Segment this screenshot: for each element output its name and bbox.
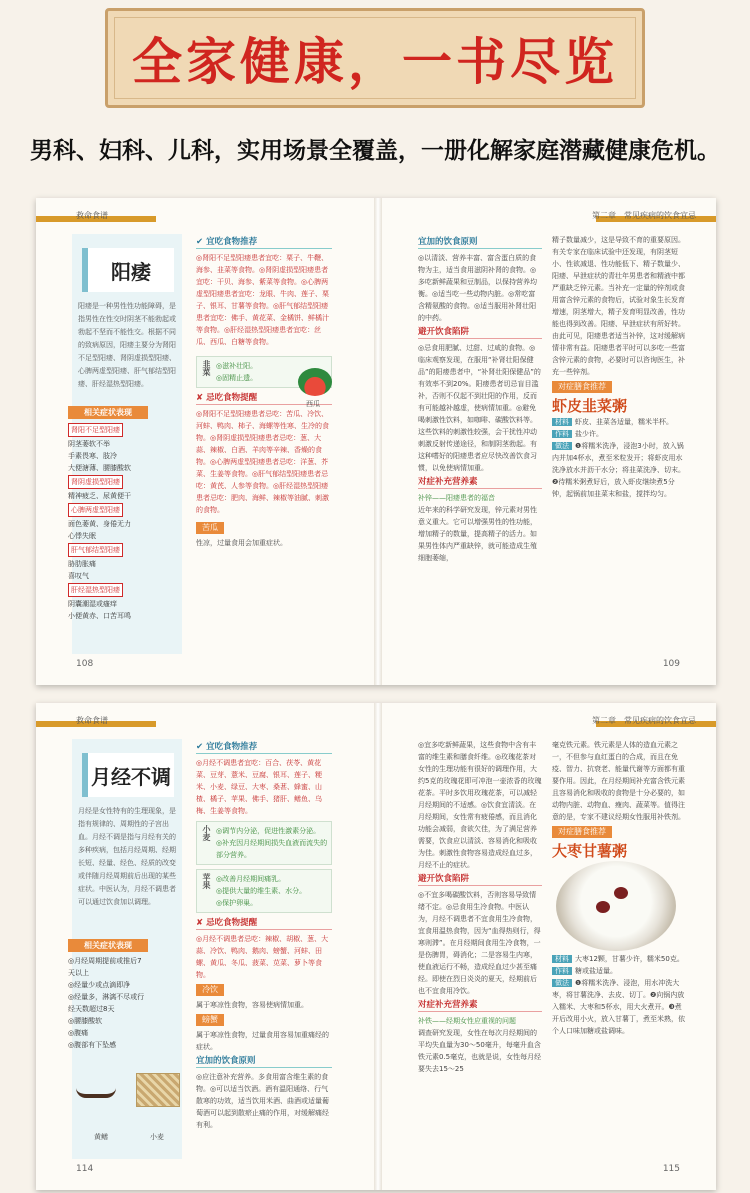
diet-pitfalls-text: ◎忌食用肥腻、过甜、过咸的食物。◎临床观察发现，在服用“补肾壮阳保健品”的阳痿患者中，“补肾壮阳保健品”的有效率不到20%。阳痿患者切忌盲目滥补，否则不仅起不到壮阳的作用，反而有可能越补越虚，使病情加重。◎避免喝刺激性饮料，如咖啡、碳酸饮料等。这些饮料的刺激性较强，会干扰性冲动刺激反射传递途径，和制阴茎勃起。有这种嗜好的阳痿患者应尽快改善饮食习惯，以免使病情加重。 <box>418 344 541 472</box>
watermelon-caption: 西瓜 <box>306 400 320 408</box>
book-gutter <box>374 703 382 1190</box>
wheat-image <box>136 1073 180 1107</box>
cross-icon: ✘ <box>196 393 207 403</box>
seasoning-tag: 作料 <box>552 967 572 975</box>
symptom-category: 肾阳不足型阳痿 <box>68 423 123 437</box>
food-note-item: ◎滋补壮阳。 <box>216 362 258 370</box>
symptom-group <box>68 542 148 582</box>
recommended-foods-text: ◎肾阳不足型阳痿患者宜吃：栗子、牛鞭、海参、韭菜等食物。◎肾阴虚损型阳痿患者宜吃：干贝、海参、紫菜等食物。◎心脾两虚型阳痿患者宜吃：龙眼、牛肉、莲子、栗子、银耳、甘薯等食物。◎肝气郁结型阳痿患者宜吃：佛手、黄花菜、金橘饼、鲜橘汁等食物。◎肝经湿热型阳痿患者宜吃：丝瓜、西瓜、白糖等食物。 <box>196 254 329 346</box>
seasoning-tag: 作料 <box>552 430 572 438</box>
header-right-text: 第二章 常见疾病的饮食宜忌 <box>592 716 696 725</box>
symptoms-header: 相关症状表现 <box>68 406 148 419</box>
principles-column <box>418 234 542 564</box>
food-note-box <box>196 821 332 865</box>
symptom-item: 手素畏寒、肢冷 <box>68 452 117 460</box>
recipe-header: 对症膳食推荐 <box>552 381 612 393</box>
book-spread-menstruation <box>36 703 716 1190</box>
food-column <box>196 739 332 1131</box>
symptom-item: 胁肋胀痛 <box>68 560 96 568</box>
eel-image <box>76 1088 116 1098</box>
page-number-right: 109 <box>662 659 680 669</box>
recommended-foods-label: 宜吃食物推荐 <box>206 742 258 752</box>
symptom-group <box>68 582 148 622</box>
symptom-group <box>68 422 148 474</box>
symptom-category: 心脾两虚型阳痿 <box>68 503 123 517</box>
recipe-materials <box>552 416 686 428</box>
symptom-group <box>68 502 148 542</box>
steps-text: ❶将糯米洗净、浸泡，用水冲洗大枣，将甘薯洗净、去皮、切丁。❷向锅内放入糯米、大枣和5杯水，用大火煮开。❸煮开后改用小火，放入甘薯丁，煮至米熟，依个人口味加糖或盐调味。 <box>552 979 685 1035</box>
symptom-group <box>68 474 148 502</box>
symptom-item: 大便溏薄、腰膝酸软 <box>68 464 131 472</box>
symptom-item: 面色萎黄、身倦无力 <box>68 520 131 528</box>
diet-principles-title: 宜加的饮食原则 <box>418 236 542 249</box>
header-right-text: 第二章 常见疾病的饮食宜忌 <box>592 211 696 220</box>
avoid-foods-text: ◎月经不调患者忌吃：辣椒、胡椒、葱、大蒜、冷饮、鸭肉、鹅肉、螃蟹、河蚌、田螺、黄瓜、冬瓜、菠菜、苋菜、萝卜等食物。 <box>196 935 329 979</box>
food-note-label: 韭菜 <box>202 360 211 376</box>
principles-column <box>418 739 542 1075</box>
recipe-steps <box>552 977 686 1037</box>
avoid-foods-label: 忌吃食物提醒 <box>206 393 258 403</box>
recommended-foods-title <box>196 236 332 249</box>
nutrient-continued-text: 毫克铁元素。铁元素是人体的造血元素之一，不但参与血红蛋白的合成，而且在免疫、智力、抗衰老、能量代谢等方面都有重要作用。因此，在月经期间补充富含铁元素且容易消化和吸收的食物是十分必要的，如动物内脏、动物血、瘦肉、蔬菜等。值得注意的是，专家不建议经期女性服用补铁剂。 <box>552 741 685 821</box>
symptom-category: 肝经湿热型阳痿 <box>68 583 123 597</box>
recipe-seasoning <box>552 965 686 977</box>
symptom-item: ◎腹痛 <box>68 1029 89 1037</box>
red-date <box>614 887 628 899</box>
header-left-text: 救命食谱 <box>76 211 108 220</box>
symptoms-list <box>68 422 148 622</box>
symptom-item: ◎经量多，淋漓不尽或行经天数超过8天 <box>68 993 145 1013</box>
food-note-label: 小麦 <box>202 825 211 841</box>
materials-text: 大枣12颗，甘薯少许，糯米50克。 <box>575 955 684 963</box>
page-number-right: 115 <box>662 1164 680 1174</box>
avoid-item-text: 属于寒凉性食物，容易使病情加重。 <box>196 1001 308 1009</box>
recommended-foods-label: 宜吃食物推荐 <box>206 237 258 247</box>
red-date <box>596 901 610 913</box>
page-number-left: 108 <box>76 659 94 669</box>
cross-icon: ✘ <box>196 918 207 928</box>
avoid-foods-title <box>196 917 332 930</box>
diet-principles-text: ◎应注意补充营养。多食用富含维生素的食物。◎可以适当饮酒。酒有温阳通络、行气散寒的功效，适当饮用米酒、曲酒或适量葡萄酒可以起到散瘀止痛的作用，对缓解痛经有利。 <box>196 1073 329 1129</box>
banner-frame <box>114 17 636 99</box>
wheat-caption: 小麦 <box>150 1133 164 1141</box>
materials-text: 虾皮、韭菜各适量，糯米半杯。 <box>575 418 673 426</box>
steps-tag: 做法 <box>552 442 572 450</box>
symptoms-header: 相关症状表现 <box>68 939 148 952</box>
recipe-steps <box>552 440 686 500</box>
food-note-item: ◎提供大量的维生素、水分。 <box>216 887 307 895</box>
diet-pitfalls-title: 避开饮食陷阱 <box>418 326 542 339</box>
food-note-item: ◎保护卵巢。 <box>216 899 258 907</box>
header-left-text: 救命食谱 <box>76 716 108 725</box>
symptom-item: 喜叹气 <box>68 572 89 580</box>
avoid-foods-label: 忌吃食物提醒 <box>206 918 258 928</box>
avoid-item-label: 冷饮 <box>196 984 224 996</box>
top-banner <box>105 8 645 108</box>
nutrient-title: 对症补充营养素 <box>418 476 542 489</box>
symptom-item: 阴囊潮湿或瘙痒 <box>68 600 117 608</box>
porridge-bowl <box>556 861 676 951</box>
nutrient-text: 调查研究发现，女性在每次月经期间的平均失血量为30～50毫升，每毫升血含铁元素0.5毫克，也就是说，女性每月经要失去15～25 <box>418 1029 542 1073</box>
disease-intro: 阳痿是一种男性性功能障碍，是指男性在性交时阴茎不能勃起或勃起不坚而不能性交。根据不同的致病原因，阳痿主要分为肾阳不足型阳痿、肾阴虚损型阳痿、心脾两虚型阳痿、肝气郁结型阳痿、肝经湿热型阳痿。 <box>78 302 176 388</box>
disease-title: 阳痿 <box>82 248 174 292</box>
banner-title: 全家健康，一书尽览 <box>132 32 618 91</box>
materials-tag: 材料 <box>552 955 572 963</box>
page-number-left: 114 <box>76 1164 94 1174</box>
avoid-item-text: 性凉，过量食用会加重症状。 <box>196 539 287 547</box>
symptom-item: 阴茎萎软不举 <box>68 440 110 448</box>
recipe-header: 对症膳食推荐 <box>552 826 612 838</box>
symptom-item: ◎腹部有下坠感 <box>68 1041 117 1049</box>
check-icon: ✔ <box>196 237 207 247</box>
symptom-item: ◎腰膝酸软 <box>68 1017 103 1025</box>
food-note-item: ◎补充因月经期间损失血液而流失的部分营养。 <box>216 839 328 859</box>
check-icon: ✔ <box>196 742 207 752</box>
recipe-column <box>552 234 686 500</box>
food-note-item: ◎固精止遗。 <box>216 374 258 382</box>
diet-principles-title: 宜加的饮食原则 <box>196 1055 332 1068</box>
porridge-photo <box>552 861 686 953</box>
book-gutter <box>374 198 382 685</box>
symptom-item: 小便黄赤、口苦耳鸣 <box>68 612 131 620</box>
disease-title: 月经不调 <box>82 753 174 797</box>
disease-intro: 月经是女性特有的生理现象，是指有规律的、周期性的子宫出血。月经不调是指与月经有关的多种疾病，包括月经周期、经期长短、经量、经色、经质的改变或伴随月经周期前后出现的某些症状。中医认为，月经不调患者可以通过饮食加以调理。 <box>78 807 176 906</box>
symptom-item: ◎经量少或点滴即净 <box>68 981 131 989</box>
symptom-item: ◎月经周期提前或推后7天以上 <box>68 957 142 977</box>
recipe-seasoning <box>552 428 686 440</box>
subtitle: 男科、妇科、儿科，实用场景全覆盖，一册化解家庭潜藏健康危机。 <box>30 138 720 164</box>
avoid-item-text: 属于寒凉性食物，过量食用容易加重痛经的症状。 <box>196 1031 329 1051</box>
nutrient-subtitle: 补锌——阳痿患者的福音 <box>418 494 495 502</box>
symptom-item: 心悸失眠 <box>68 532 96 540</box>
recipe-title: 大枣甘薯粥 <box>552 842 628 860</box>
food-note-item: ◎调节内分泌，促进性激素分泌。 <box>216 827 321 835</box>
food-note-label: 苹果 <box>202 873 211 889</box>
nutrient-text: 近年来的科学研究发现，锌元素对男性意义重大。它可以增强男性的性功能，增加精子的数量，提高精子的活力。如果男性体内严重缺锌，就可能造成生殖细胞萎缩， <box>418 506 537 562</box>
symptoms-list <box>68 955 148 1051</box>
seasoning-text: 糖或盐适量。 <box>575 967 617 975</box>
steps-text: ❶将糯米洗净，浸泡3小时，放入锅内并加4杯水，煮至米粒发开；将虾皮用水洗净放水并沥干水分；将韭菜洗净、切末。❷待糯米粥煮好后，放入虾皮继续煮5分钟，起锅前加韭菜末和盐，搅拌均匀。 <box>552 442 685 498</box>
recommended-foods-text: ◎月经不调患者宜吃：百合、茯苓、黄花菜、豆芽、薏米、豆腐、银耳、莲子、粳米、小麦、绿豆、大枣、桑葚、蜂蜜、山楂、橘子、苹果、佛手、猪肝、鳝鱼、乌梅、生姜等食物。 <box>196 759 322 815</box>
symptom-category: 肝气郁结型阳痿 <box>68 543 123 557</box>
food-note-item: ◎改善月经期间痛乳。 <box>216 875 286 883</box>
book-spread-yangwei <box>36 198 716 685</box>
eel-caption: 黄鳝 <box>94 1133 108 1141</box>
avoid-foods-text: ◎肾阳不足型阳痿患者忌吃：苦瓜、冷饮、河蚌、鸭肉、柿子、海螺等性寒、生冷的食物。◎肾阴虚损型阳痿患者忌吃：葱、大蒜、辣椒、白酒、羊肉等辛辣、香燥的食物。◎心脾两虚型阳痿患者忌吃：洋葱、芥菜、生姜等食物。◎肝气郁结型阳痿患者忌吃：黄芪、人参等食物。◎肝经湿热型阳痿患者忌吃：肥肉、海鲜、辣椒等油腻、刺激的食物。 <box>196 410 329 514</box>
food-note-box <box>196 869 332 913</box>
nutrient-subtitle: 补铁——经期女性应重视的问题 <box>418 1017 516 1025</box>
materials-tag: 材料 <box>552 418 572 426</box>
diet-pitfalls-text: ◎不宜多喝碳酸饮料，否则容易导致情绪不定。◎忌食用生冷食物。中医认为，月经不调患者不宜食用生冷食物，宜食用温热食物，因为“血得热则行，得寒则滞”。在月经期间食用生冷食物，一是伤脾胃，碍消化；二是容易生内寒，使血液运行不畅，造成经血过少甚至痛经。即使在烈日炎炎的夏天，经期前后也不宜食用冷饮。 <box>418 891 541 995</box>
recommended-foods-title <box>196 741 332 754</box>
steps-tag: 做法 <box>552 979 572 987</box>
watermelon-image <box>298 368 332 396</box>
seasoning-text: 盐少许。 <box>575 430 603 438</box>
nutrient-continued-text: 精子数量减少，这是导致不育的重要原因。有关专家在临床试验中还发现，有阴茎短小、性欲减退、性功能低下、精子数量少、阳痿、早泄症状的青壮年男患者和精液中都严重缺乏锌元素。当补充一定量的锌剂或食用富含锌元素的食物后，试验对象生长发育增速，阴茎增大，精子发育明显改善，性功能也得到改善。阳痿、早泄症状有所好转。由此可见，阳痿患者适当补锌，这对缓解病情非常有益。阳痿患者平时可以多吃一些富含锌元素的食物，必要时可以咨询医生，补充一些锌剂。 <box>552 236 685 376</box>
symptom-category: 肾阴虚损型阳痿 <box>68 475 123 489</box>
recipe-column <box>552 739 686 1037</box>
recipe-materials <box>552 953 686 965</box>
recipe-title: 虾皮韭菜粥 <box>552 397 628 415</box>
avoid-item-label: 苦瓜 <box>196 522 224 534</box>
diet-principles-continued: ◎宜多吃新鲜蔬果，这些食物中含有丰富的维生素和膳食纤维。◎玫瑰花茶对女性的生理功能有很好的调理作用，大约5克的玫瑰花即可冲泡一壶浓香的玫瑰花茶。平时多饮用玫瑰花茶，可以减轻月经期间的不适感。◎饮食宜清淡。在月经期间，女性常有疲倦感，而且消化功能会减弱，食欲欠佳，为了满足营养需要，饮食应以清淡、容易消化和吸收为佳。刺激性食物容易造成经血过多，月经不止的症状。 <box>418 741 542 869</box>
nutrient-title: 对症补充营养素 <box>418 999 542 1012</box>
diet-principles-text: ◎以清淡、营养丰富、富含蛋白质的食物为主，适当食用滋阴补肾的食物。◎多吃新鲜蔬果和豆制品，以保持营养均衡。◎适当吃一些动物内脏。◎常吃富含精氨酸的食物。◎适当服用补肾壮阳的中药。 <box>418 254 537 322</box>
symptom-item: 精神疲乏、尿黄便干 <box>68 492 131 500</box>
diet-pitfalls-title: 避开饮食陷阱 <box>418 873 542 886</box>
avoid-item-label: 螃蟹 <box>196 1014 224 1026</box>
